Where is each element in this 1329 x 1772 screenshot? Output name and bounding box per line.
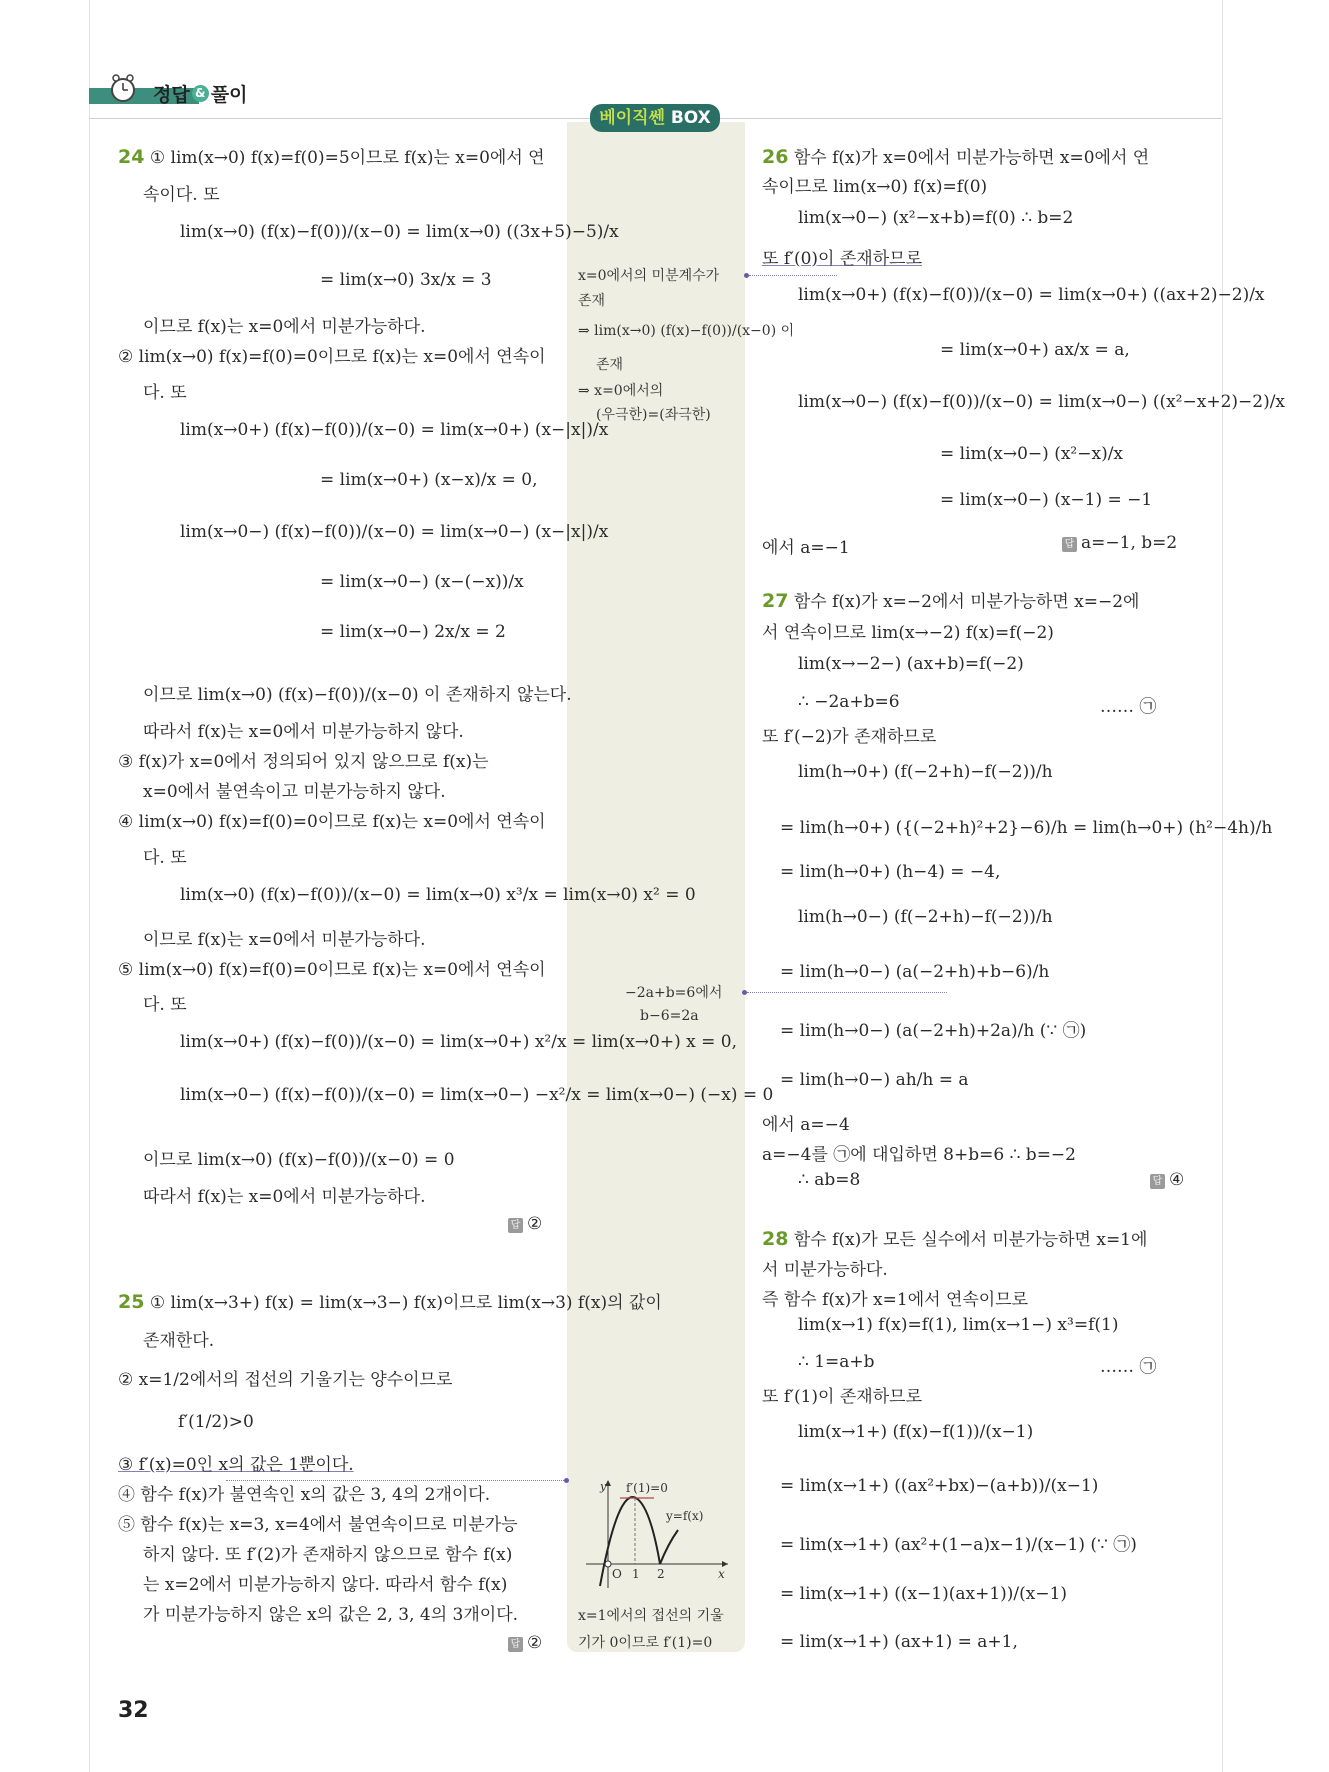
equation: = lim(h→0+) (h−4) = −4,	[780, 862, 1001, 882]
equation: lim(x→−2−) (ax+b)=f(−2)	[798, 654, 1024, 674]
equation: lim(x→1+) (f(x)−f(1))/(x−1)	[798, 1422, 1034, 1442]
equation: = lim(x→0−) 2x/x = 2	[320, 622, 506, 642]
problem-line: 서 미분가능하다.	[762, 1260, 888, 1280]
problem-line: 하지 않다. 또 f′(2)가 존재하지 않으므로 함수 f(x)	[143, 1545, 513, 1565]
equation: lim(x→0−) (f(x)−f(0))/(x−0) = lim(x→0−) (x−|x|)/x	[180, 522, 609, 542]
connector-line	[747, 992, 947, 993]
equation: = lim(x→1+) (ax+1) = a+1,	[780, 1632, 1018, 1652]
answer-line	[1150, 1170, 1184, 1190]
box-note-line: b−6=2a	[640, 1008, 699, 1024]
box-note-line: (우극한)=(좌극한)	[596, 407, 711, 423]
box-note-line: ⇒ lim(x→0) (f(x)−f(0))/(x−0) 이	[578, 323, 795, 339]
problem-number: 27	[762, 590, 789, 612]
problem-line: ⑤ 함수 f(x)는 x=3, x=4에서 불연속이므로 미분가능	[118, 1515, 518, 1535]
problem-line: 다. 또	[143, 848, 187, 868]
page-number: 32	[118, 1698, 149, 1723]
problem-line: 이므로 lim(x→0) (f(x)−f(0))/(x−0) 이 존재하지 않는다.	[143, 685, 572, 705]
problem-line: ⑤ lim(x→0) f(x)=f(0)=0이므로 f(x)는 x=0에서 연속이	[118, 960, 546, 980]
section-title-part1: 정답	[153, 84, 190, 106]
connector-line	[749, 275, 837, 276]
equation: ∴ ab=8	[798, 1170, 861, 1190]
box-note-line: −2a+b=6에서	[625, 985, 723, 1001]
equation: lim(h→0+) (f(−2+h)−f(−2))/h	[798, 762, 1053, 782]
problem-line: 이므로 lim(x→0) (f(x)−f(0))/(x−0) = 0	[143, 1150, 455, 1170]
equation: lim(x→0−) (f(x)−f(0))/(x−0) = lim(x→0−) −x²/x = lim(x→0−) (−x) = 0	[180, 1085, 774, 1105]
equation: lim(x→0−) (f(x)−f(0))/(x−0) = lim(x→0−) ((x²−x+2)−2)/x	[798, 392, 1286, 412]
graph-label-1: 1	[632, 1567, 640, 1581]
equation: lim(x→0−) (x²−x+b)=f(0) ∴ b=2	[798, 208, 1074, 228]
equation: f′(1/2)>0	[178, 1412, 254, 1432]
equation: = lim(h→0−) ah/h = a	[780, 1070, 969, 1090]
problem-line: 는 x=2에서 미분가능하지 않다. 따라서 함수 f(x)	[143, 1575, 508, 1595]
problem-line: 에서 a=−4	[762, 1115, 850, 1135]
problem-line: ③ f(x)가 x=0에서 정의되어 있지 않으므로 f(x)는	[118, 752, 489, 772]
box-note-line: ⇒ x=0에서의	[578, 383, 664, 399]
equation: = lim(h→0−) (a(−2+h)+b−6)/h	[780, 962, 1050, 982]
box-note-line: 기가 0이므로 f′(1)=0	[578, 1635, 713, 1651]
graph-label-curve: y=f(x)	[666, 1509, 704, 1523]
problem-line: 따라서 f(x)는 x=0에서 미분가능하다.	[143, 1187, 426, 1207]
answer-value: ④	[1169, 1170, 1185, 1190]
equation: = lim(x→0+) ax/x = a,	[940, 340, 1130, 360]
equation: = lim(x→1+) ((ax²+bx)−(a+b))/(x−1)	[780, 1476, 1099, 1496]
badge-korean-label: 베이직쎈	[599, 108, 665, 128]
answer-value: a=−1, b=2	[1081, 533, 1178, 553]
problem-line: 이므로 f(x)는 x=0에서 미분가능하다.	[143, 317, 426, 337]
graph-label-fprime: f′(1)=0	[626, 1481, 668, 1495]
equation: lim(x→1) f(x)=f(1), lim(x→1−) x³=f(1)	[798, 1315, 1119, 1335]
page-edge-left	[89, 0, 90, 1772]
problem-line: ④ lim(x→0) f(x)=f(0)=0이므로 f(x)는 x=0에서 연속이	[118, 812, 546, 832]
page-edge-right	[1222, 0, 1223, 1772]
connector-line	[226, 1480, 564, 1481]
problem-line: 25 ① lim(x→3+) f(x) = lim(x→3−) f(x)이므로 lim(x→3) f(x)의 값이	[118, 1291, 662, 1313]
section-title-part2: 풀이	[210, 84, 248, 106]
problem-line: a=−4를 ㉠에 대입하면 8+b=6 ∴ b=−2	[762, 1145, 1076, 1165]
problem-line: 또 f′(1)이 존재하므로	[762, 1387, 922, 1407]
equation: lim(h→0−) (f(−2+h)−f(−2))/h	[798, 907, 1053, 927]
answer-mark-icon: 답	[508, 1637, 523, 1652]
graph-label-2: 2	[657, 1567, 665, 1581]
problem-line: 26 함수 f(x)가 x=0에서 미분가능하면 x=0에서 연	[762, 146, 1150, 168]
problem-line: 가 미분가능하지 않은 x의 값은 2, 3, 4의 3개이다.	[143, 1605, 519, 1625]
equation: = lim(h→0−) (a(−2+h)+2a)/h (∵ ㉠)	[780, 1021, 1087, 1041]
answer-value: ②	[527, 1214, 543, 1234]
problem-number: 28	[762, 1228, 789, 1250]
problem-line: 또 f′(−2)가 존재하므로	[762, 727, 937, 747]
problem-line: 이므로 f(x)는 x=0에서 미분가능하다.	[143, 930, 426, 950]
problem-line: 다. 또	[143, 995, 187, 1015]
equation: lim(x→0) (f(x)−f(0))/(x−0) = lim(x→0) x³/x = lim(x→0) x² = 0	[180, 885, 696, 905]
equation: = lim(x→0) 3x/x = 3	[320, 270, 492, 290]
problem-number: 24	[118, 146, 145, 168]
basic-box-badge	[590, 104, 720, 132]
box-note-line: 존재	[578, 293, 606, 309]
problem-line: ③ f′(x)=0인 x의 값은 1뿐이다.	[118, 1455, 354, 1475]
problem-line: ② lim(x→0) f(x)=f(0)=0이므로 f(x)는 x=0에서 연속이	[118, 347, 546, 367]
problem-line: 속이므로 lim(x→0) f(x)=f(0)	[762, 177, 988, 197]
equation-tag: …… ㉠	[1100, 1357, 1157, 1377]
answer-mark-icon: 답	[1150, 1174, 1165, 1189]
answer-line	[1062, 533, 1177, 553]
problem-line: 에서 a=−1	[762, 538, 850, 558]
problem-line: 24 ① lim(x→0) f(x)=f(0)=5이므로 f(x)는 x=0에서 연	[118, 146, 545, 168]
problem-line: x=0에서 불연속이고 미분가능하지 않다.	[143, 782, 446, 802]
graph-label-x: x	[718, 1567, 725, 1581]
graph-label-origin: O	[612, 1567, 622, 1581]
answer-mark-icon: 답	[1062, 537, 1077, 552]
box-note-line: x=0에서의 미분계수가	[578, 268, 720, 284]
box-note-line: x=1에서의 접선의 기울	[578, 1608, 724, 1624]
answer-line	[508, 1214, 542, 1234]
equation: = lim(x→1+) (ax²+(1−a)x−1)/(x−1) (∵ ㉠)	[780, 1535, 1137, 1555]
problem-line: 속이다. 또	[143, 185, 220, 205]
answer-value: ②	[527, 1633, 543, 1653]
equation: = lim(x→0−) (x−1) = −1	[940, 490, 1153, 510]
equation: lim(x→0+) (f(x)−f(0))/(x−0) = lim(x→0+) x²/x = lim(x→0+) x = 0,	[180, 1032, 738, 1052]
problem-line: 27 함수 f(x)가 x=−2에서 미분가능하면 x=−2에	[762, 590, 1140, 612]
function-graph	[578, 1478, 738, 1588]
answer-mark-icon: 답	[508, 1218, 523, 1233]
problem-line: 존재한다.	[143, 1331, 215, 1351]
problem-number: 25	[118, 1291, 145, 1313]
equation: = lim(h→0+) ({(−2+h)²+2}−6)/h = lim(h→0+) (h²−4h)/h	[780, 818, 1273, 838]
equation: = lim(x→0+) (x−x)/x = 0,	[320, 470, 538, 490]
problem-line: ④ 함수 f(x)가 불연속인 x의 값은 3, 4의 2개이다.	[118, 1485, 491, 1505]
equation: lim(x→0+) (f(x)−f(0))/(x−0) = lim(x→0+) ((ax+2)−2)/x	[798, 285, 1265, 305]
problem-line: ② x=1/2에서의 접선의 기울기는 양수이므로	[118, 1370, 453, 1390]
equation: lim(x→0) (f(x)−f(0))/(x−0) = lim(x→0) ((3x+5)−5)/x	[180, 222, 619, 242]
equation-tag: …… ㉠	[1100, 697, 1157, 717]
equation: = lim(x→1+) ((x−1)(ax+1))/(x−1)	[780, 1584, 1068, 1604]
problem-line: 다. 또	[143, 383, 187, 403]
ampersand-badge: &	[192, 85, 209, 102]
equation: = lim(x→0−) (x−(−x))/x	[320, 572, 524, 592]
answer-line	[508, 1633, 542, 1653]
problem-number: 26	[762, 146, 789, 168]
problem-line: 따라서 f(x)는 x=0에서 미분가능하지 않다.	[143, 722, 464, 742]
connector-dot	[564, 1478, 569, 1483]
box-note-line: 존재	[596, 357, 624, 373]
graph-label-y: y	[600, 1480, 607, 1493]
problem-line: 즉 함수 f(x)가 x=1에서 연속이므로	[762, 1290, 1029, 1310]
alarm-clock-icon	[108, 72, 138, 104]
equation: = lim(x→0−) (x²−x)/x	[940, 444, 1124, 464]
equation: ∴ −2a+b=6	[798, 692, 900, 712]
equation: ∴ 1=a+b	[798, 1352, 875, 1372]
problem-line: 또 f′(0)이 존재하므로	[762, 249, 922, 269]
badge-english-label: BOX	[670, 108, 711, 128]
section-title	[153, 80, 247, 107]
equation: lim(x→0+) (f(x)−f(0))/(x−0) = lim(x→0+) (x−|x|)/x	[180, 420, 609, 440]
problem-line: 서 연속이므로 lim(x→−2) f(x)=f(−2)	[762, 623, 1054, 643]
problem-line: 28 함수 f(x)가 모든 실수에서 미분가능하면 x=1에	[762, 1228, 1148, 1250]
